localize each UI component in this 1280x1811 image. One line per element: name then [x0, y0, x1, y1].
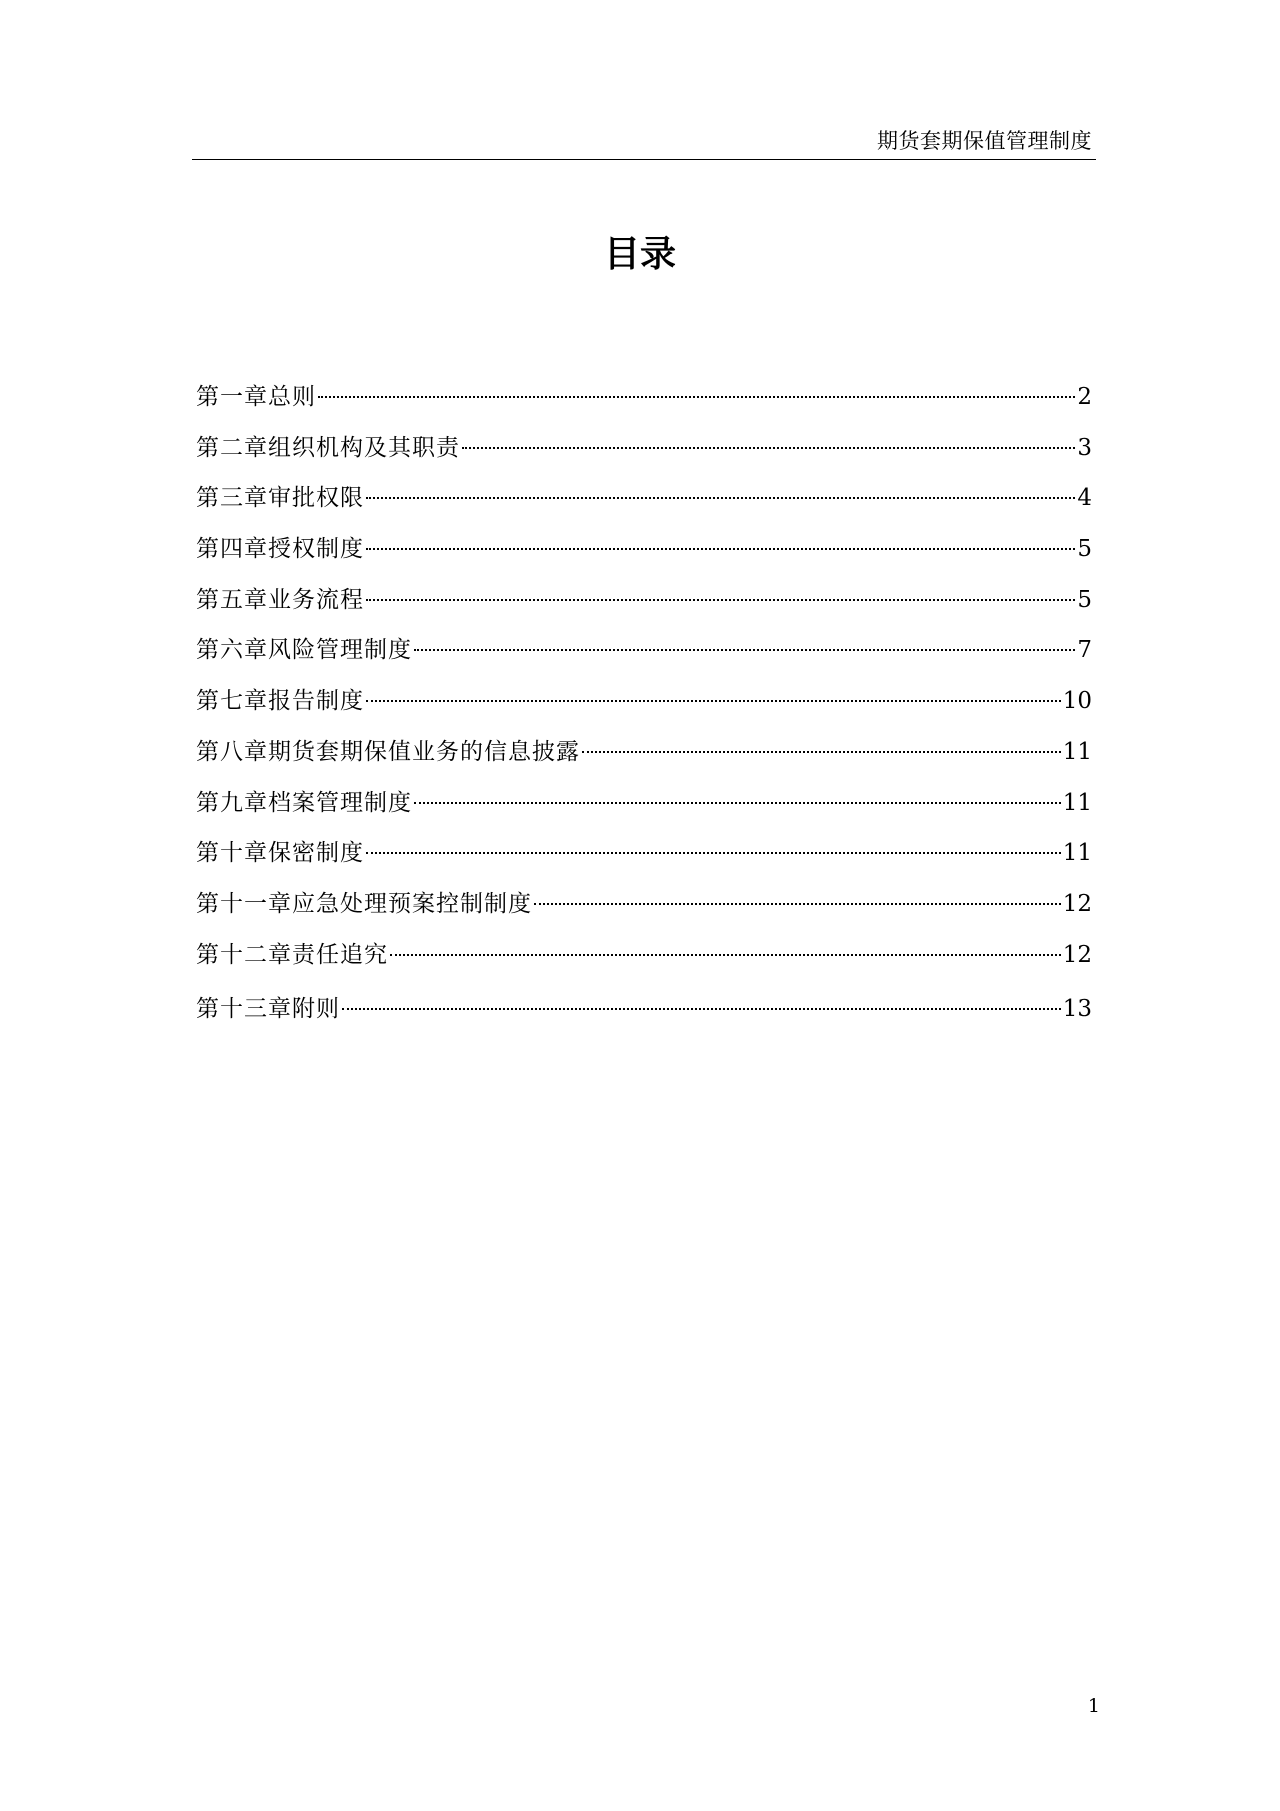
- toc-dot-leader: [366, 700, 1061, 702]
- toc-item-page: 10: [1062, 688, 1092, 715]
- toc-item-page: 4: [1077, 485, 1092, 512]
- toc-item-label: 第一章总则: [196, 384, 316, 410]
- toc-dot-leader: [366, 548, 1075, 550]
- toc-dot-leader: [366, 852, 1061, 854]
- toc-item-label: 第十一章应急处理预案控制制度: [196, 890, 532, 917]
- toc-item-label: 第十二章责任追究: [196, 941, 388, 968]
- toc-item-label: 第二章组织机构及其职责: [196, 434, 460, 461]
- toc-item[interactable]: [196, 930, 1092, 981]
- page-header: [192, 124, 1096, 160]
- toc-item[interactable]: [196, 372, 1092, 423]
- toc-item[interactable]: [196, 984, 1092, 1035]
- header-title: 期货套期保值管理制度: [877, 129, 1092, 153]
- toc-item[interactable]: [196, 423, 1092, 474]
- toc-dot-leader: [366, 599, 1075, 601]
- toc-item[interactable]: [196, 473, 1092, 524]
- toc-dot-leader: [582, 751, 1061, 753]
- toc-item[interactable]: [196, 778, 1092, 829]
- toc-item-page: 11: [1062, 789, 1092, 816]
- toc-item-label: 第十三章附则: [196, 996, 340, 1023]
- toc-item-page: 11: [1062, 840, 1092, 867]
- toc-item-label: 第八章期货套期保值业务的信息披露: [196, 738, 580, 765]
- toc-item-page: 3: [1077, 434, 1092, 461]
- toc-dot-leader: [414, 649, 1075, 651]
- toc-item[interactable]: [196, 828, 1092, 879]
- toc-item-page: 5: [1077, 586, 1092, 613]
- toc-item-label: 第四章授权制度: [196, 536, 364, 563]
- table-of-contents: [196, 372, 1092, 1035]
- toc-dot-leader: [318, 396, 1075, 398]
- toc-dot-leader: [414, 802, 1061, 804]
- toc-item-page: 11: [1062, 738, 1092, 765]
- page-number: 1: [1087, 1695, 1100, 1717]
- toc-item[interactable]: [196, 575, 1092, 626]
- toc-item-page: 12: [1062, 890, 1092, 917]
- toc-item-page: 13: [1062, 996, 1092, 1023]
- toc-item-label: 第九章档案管理制度: [196, 789, 412, 816]
- document-title: 目录: [603, 234, 676, 275]
- toc-item[interactable]: [196, 727, 1092, 778]
- toc-item-page: 2: [1077, 384, 1092, 410]
- toc-item-page: 5: [1077, 536, 1092, 563]
- toc-item[interactable]: [196, 524, 1092, 575]
- toc-item[interactable]: [196, 879, 1092, 930]
- toc-item-page: 7: [1077, 637, 1092, 664]
- toc-item[interactable]: [196, 625, 1092, 676]
- toc-item-label: 第十章保密制度: [196, 840, 364, 867]
- toc-item-label: 第三章审批权限: [196, 485, 364, 512]
- toc-item-label: 第六章风险管理制度: [196, 637, 412, 664]
- toc-dot-leader: [534, 903, 1061, 905]
- toc-item-label: 第七章报告制度: [196, 688, 364, 715]
- toc-item-label: 第五章业务流程: [196, 586, 364, 613]
- toc-dot-leader: [390, 954, 1061, 956]
- toc-dot-leader: [366, 497, 1075, 499]
- toc-item-page: 12: [1062, 941, 1092, 968]
- toc-item[interactable]: [196, 676, 1092, 727]
- toc-dot-leader: [342, 1008, 1061, 1010]
- toc-dot-leader: [462, 447, 1075, 449]
